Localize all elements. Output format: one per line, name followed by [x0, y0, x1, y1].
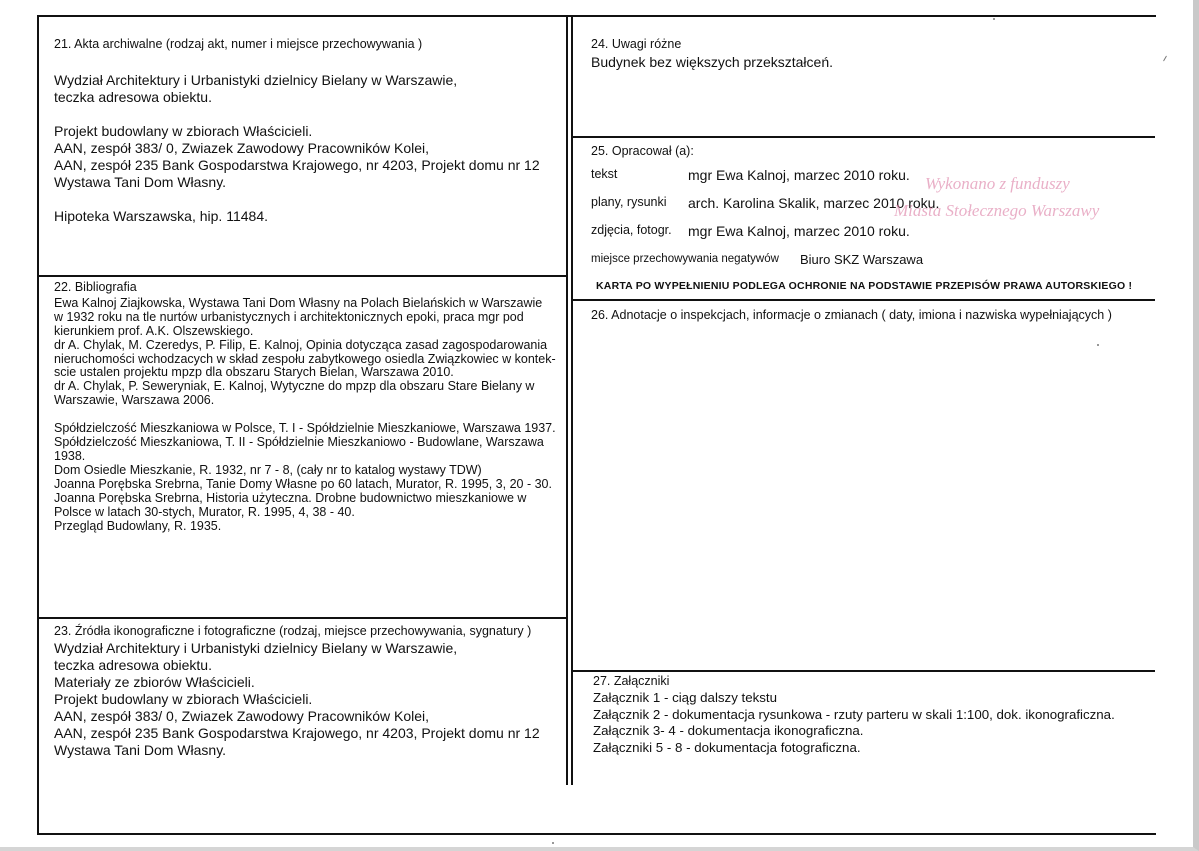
section-26-title: 26. Adnotacje o inspekcjach, informacje o zmianach ( daty, imiona i nazwiska wypełniających )	[591, 308, 1112, 322]
section-24-remarks	[591, 37, 1141, 71]
text-line: AAN, zespół 235 Bank Gospodarstwa Krajowego, nr 4203, Projekt domu nr 12	[54, 157, 540, 173]
text-line: AAN, zespół 235 Bank Gospodarstwa Krajowego, nr 4203, Projekt domu nr 12	[54, 725, 540, 741]
rule-24-25	[572, 136, 1155, 138]
text-line: Materiały ze zbiorów Właścicieli.	[54, 674, 255, 690]
text-line: Hipoteka Warszawska, hip. 11484.	[54, 208, 268, 224]
text-line: Spółdzielczość Mieszkaniowa, T. II - Spółdzielnie Mieszkaniowo - Budowlane, Warszawa	[54, 435, 544, 450]
left-border	[37, 15, 39, 835]
text-line: AAN, zespół 383/ 0, Zwiazek Zawodowy Pracowników Kolei,	[54, 708, 430, 724]
text-line: Joanna Porębska Srebrna, Tanie Domy Własne po 60 latach, Murator, R. 1995, 3, 20 - 30.	[54, 476, 552, 491]
scan-speck	[993, 18, 995, 20]
rule-26-27	[572, 670, 1155, 672]
section-23-iconographic-sources	[54, 624, 564, 759]
text-author-value: mgr Ewa Kalnoj, marzec 2010 roku.	[688, 167, 910, 183]
text-line: Projekt budowlany w zbiorach Właścicieli.	[54, 691, 313, 707]
section-21-archival-records	[54, 37, 559, 225]
section-22-paragraph-2	[54, 422, 564, 533]
funding-stamp-line-1: Wykonano z funduszy	[925, 174, 1070, 193]
section-23-title: 23. Źródła ikonograficzne i fotograficzne (rodzaj, miejsce przechowywania, sygnatury )	[54, 624, 532, 638]
rule-21-22	[38, 275, 568, 277]
plans-author-label: plany, rysunki	[591, 195, 667, 209]
copyright-notice: KARTA PO WYPEŁNIENIU PODLEGA OCHRONIE NA PODSTAWIE PRZEPISÓW PRAWA AUTORSKIEGO !	[596, 280, 1133, 292]
photos-author-value: mgr Ewa Kalnoj, marzec 2010 roku.	[688, 223, 910, 239]
text-line: Projekt budowlany w zbiorach Właścicieli.	[54, 123, 313, 139]
scan-speck	[552, 842, 554, 844]
rule-22-23	[38, 617, 568, 619]
text-line: 1938.	[54, 448, 86, 463]
section-22-paragraph-1	[54, 297, 564, 408]
section-21-paragraph-2	[54, 123, 559, 191]
list-item: Załącznik 2 - dokumentacja rysunkowa - rzuty parteru w skali 1:100, dok. ikonograficzna.	[593, 706, 1115, 722]
section-25-title: 25. Opracował (a):	[591, 144, 694, 158]
photos-author-label: zdjęcia, fotogr.	[591, 223, 672, 237]
text-line: Przegląd Budowlany, R. 1935.	[54, 518, 222, 533]
negatives-location-label: miejsce przechowywania negatywów	[591, 253, 779, 265]
section-27-attachments	[593, 674, 1153, 756]
text-line: AAN, zespół 383/ 0, Zwiazek Zawodowy Pracowników Kolei,	[54, 140, 430, 156]
text-line: teczka adresowa obiektu.	[54, 89, 212, 105]
text-line: Spółdzielczość Mieszkaniowa w Polsce, T. I - Spółdzielnie Mieszkaniowe, Warszawa 1937.	[54, 421, 556, 436]
text-line: Warszawie, Warszawa 2006.	[54, 393, 215, 408]
section-25-prepared-by	[591, 144, 1151, 296]
section-24-title: 24. Uwagi różne	[591, 37, 682, 51]
text-line: scie ustalen projektu mpzp dla obszaru Starych Bielan, Warszawa 2010.	[54, 365, 454, 380]
list-item: Załącznik 1 - ciąg dalszy tekstu	[593, 690, 778, 705]
text-line: Wydział Architektury i Urbanistyki dzielnicy Bielany w Warszawie,	[54, 640, 458, 656]
text-author-label: tekst	[591, 167, 618, 181]
section-27-list	[593, 690, 1153, 756]
text-line: kierunkiem prof. A.K. Olszewskiego.	[54, 323, 254, 338]
text-line: Wystawa Tani Dom Własny.	[54, 742, 227, 758]
section-21-paragraph-1	[54, 72, 559, 106]
section-27-title: 27. Załączniki	[593, 674, 670, 688]
text-line: nieruchomości wchodzacych w skład zespołu zabytkowego osiedla Związkowiec w kontek-	[54, 351, 556, 366]
text-line: Polsce w latach 30-stych, Murator, R. 1995, 4, 38 - 40.	[54, 504, 355, 519]
negatives-location-value: Biuro SKZ Warszawa	[800, 252, 924, 267]
section-24-text: Budynek bez większych przekształceń.	[591, 54, 833, 70]
text-line: w 1932 roku na tle nurtów urbanistycznych i architektonicznych epoki, praca mgr pod	[54, 309, 524, 324]
section-22-title: 22. Bibliografia	[54, 280, 137, 294]
text-line: Dom Osiedle Mieszkanie, R. 1932, nr 7 - 8, (cały nr to katalog wystawy TDW)	[54, 462, 482, 477]
funding-stamp-line-2: Miasta Stołecznego Warszawy	[894, 201, 1100, 220]
scan-speck	[1097, 344, 1099, 346]
bottom-rule	[38, 833, 1156, 835]
text-line: dr A. Chylak, P. Seweryniak, E. Kalnoj, Wytyczne do mpzp dla obszaru Stare Bielany w	[54, 379, 535, 394]
text-line: Joanna Porębska Srebrna, Historia użyteczna. Drobne budownictwo mieszkaniowe w	[54, 490, 527, 505]
section-26-inspection-notes	[591, 308, 1151, 323]
rule-25-26	[572, 299, 1155, 301]
text-line: Wydział Architektury i Urbanistyki dzielnicy Bielany w Warszawie,	[54, 72, 458, 88]
center-divider	[566, 15, 568, 785]
section-21-paragraph-3	[54, 208, 559, 225]
section-22-bibliography	[54, 281, 564, 533]
text-line: dr A. Chylak, M. Czeredys, P. Filip, E. Kalnoj, Opinia dotycząca zasad zagospodarowania	[54, 337, 548, 352]
text-line: Wystawa Tani Dom Własny.	[54, 174, 227, 190]
text-line: Ewa Kalnoj Ziajkowska, Wystawa Tani Dom Własny na Polach Bielańskich w Warszawie	[54, 295, 543, 310]
list-item: Załącznik 3- 4 - dokumentacja ikonograficzna.	[593, 723, 864, 738]
section-21-title: 21. Akta archiwalne (rodzaj akt, numer i miejsce przechowywania )	[54, 37, 423, 51]
text-line: teczka adresowa obiektu.	[54, 657, 212, 673]
top-rule	[38, 15, 1156, 17]
plans-author-value: arch. Karolina Skalik, marzec 2010 roku.	[688, 195, 940, 211]
list-item: Załączniki 5 - 8 - dokumentacja fotograficzna.	[593, 739, 861, 755]
section-23-body	[54, 640, 564, 759]
